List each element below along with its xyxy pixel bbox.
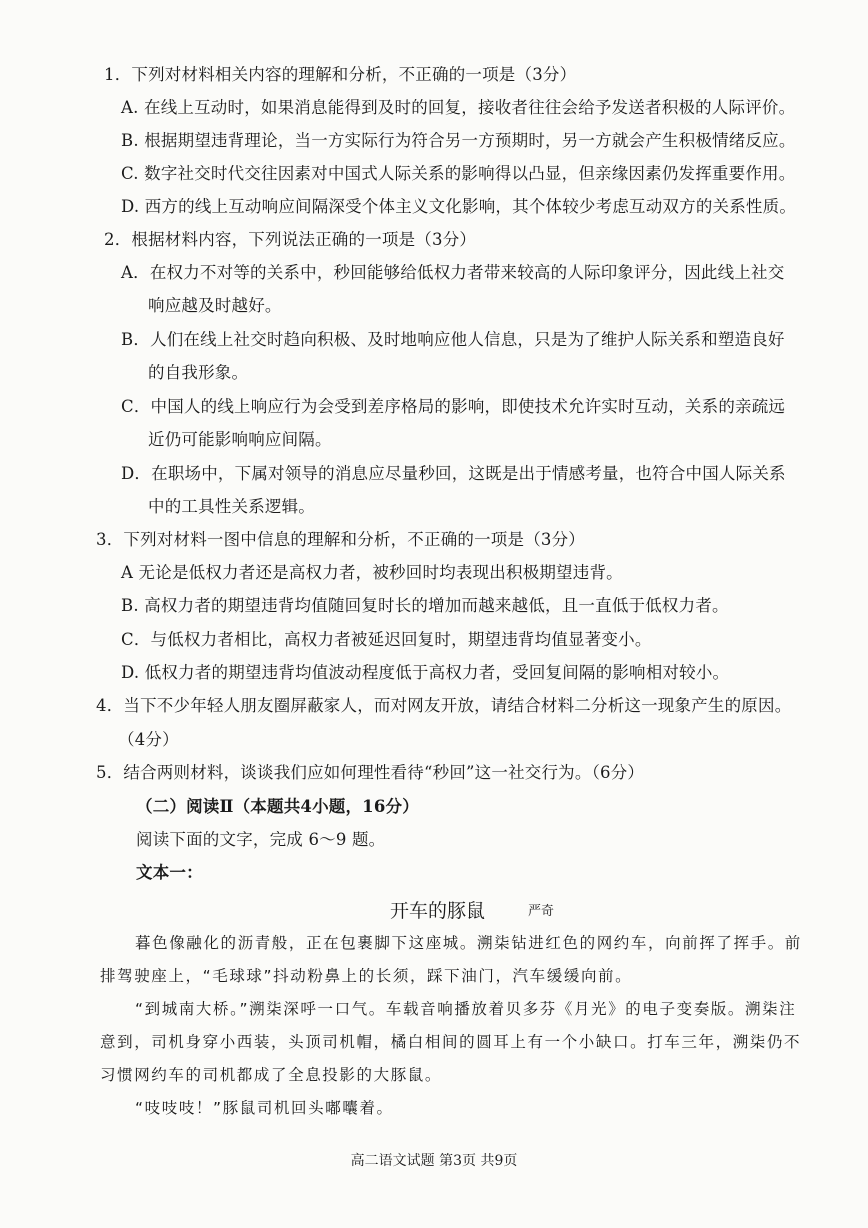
question-2-option-d-cont: 中的工具性关系逻辑。 bbox=[148, 497, 315, 516]
question-5-stem: 5．结合两则材料，谈谈我们应如何理性看待“秒回”这一社交行为。（6分） bbox=[96, 763, 645, 782]
story-author: 严奇 bbox=[528, 904, 555, 919]
question-3-option-c: C．与低权力者相比，高权力者被延迟回复时，期望违背均值显著变小。 bbox=[121, 630, 652, 649]
question-2-option-b: B．人们在线上社交时趋向积极、及时地响应他人信息，只是为了维护人际关系和塑造良好 bbox=[121, 330, 785, 349]
page-footer: 高二语文试题 第3页 共9页 bbox=[350, 1153, 518, 1169]
question-3-option-a: A 无论是低权力者还是高权力者，被秒回时均表现出积极期望违背。 bbox=[121, 563, 623, 582]
story-line: 排驾驶座上，“毛球球”抖动粉鼻上的长须，踩下油门，汽车缓缓向前。 bbox=[100, 967, 633, 985]
question-3-option-b: B. 高权力者的期望违背均值随回复时长的增加而越来越低，且一直低于低权力者。 bbox=[121, 596, 729, 615]
text-one-label: 文本一： bbox=[136, 863, 203, 882]
question-1-option-d: D. 西方的线上互动响应间隔深受个体主义文化影响，其个体较少考虑互动双方的关系性质。 bbox=[121, 197, 797, 216]
story-title: 开车的豚鼠 bbox=[390, 900, 486, 922]
question-2-option-d: D．在职场中，下属对领导的消息应尽量秒回，这既是出于情感考量，也符合中国人际关系 bbox=[121, 464, 786, 483]
question-3-option-d: D. 低权力者的期望违背均值波动程度低于高权力者，受回复间隔的影响相对较小。 bbox=[121, 663, 730, 682]
question-2-option-c-cont: 近仍可能影响响应间隔。 bbox=[148, 430, 332, 449]
question-4-stem: 4．当下不少年轻人朋友圈屏蔽家人，而对网友开放，请结合材料二分析这一现象产生的原因。 bbox=[96, 696, 792, 715]
story-line: 暮色像融化的沥青般，正在包裹脚下这座城。溯柒钻进红色的网约车，向前挥了挥手。前 bbox=[135, 934, 802, 952]
question-4-score: （4分） bbox=[118, 730, 179, 749]
story-line: “到城南大桥。”溯柒深呼一口气。车载音响播放着贝多芬《月光》的电子变奏版。溯柒注 bbox=[135, 1000, 797, 1018]
question-1-option-b: B. 根据期望违背理论，当一方实际行为符合另一方预期时，另一方就会产生积极情绪反应。 bbox=[121, 131, 796, 150]
question-1-option-a: A. 在线上互动时，如果消息能得到及时的回复，接收者往往会给予发送者积极的人际评价。 bbox=[121, 98, 796, 117]
question-2-option-c: C．中国人的线上响应行为会受到差序格局的影响，即使技术允许实时互动，关系的亲疏远 bbox=[121, 397, 786, 416]
story-line: 习惯网约车的司机都成了全息投影的大豚鼠。 bbox=[100, 1066, 443, 1084]
section-instruction: 阅读下面的文字，完成 6～9 题。 bbox=[136, 830, 386, 849]
section-heading: （二）阅读Ⅱ（本题共4小题，16分） bbox=[136, 797, 419, 816]
question-2-option-b-cont: 的自我形象。 bbox=[148, 363, 249, 382]
question-2-stem: 2．根据材料内容，下列说法正确的一项是（3分） bbox=[104, 230, 477, 249]
story-line: 意到，司机身穿小西装，头顶司机帽，橘白相间的圆耳上有一个小缺口。打车三年，溯柒仍不 bbox=[100, 1033, 802, 1051]
question-3-stem: 3．下列对材料一图中信息的理解和分析，不正确的一项是（3分） bbox=[96, 530, 585, 549]
question-2-option-a: A．在权力不对等的关系中，秒回能够给低权力者带来较高的人际印象评分，因此线上社交 bbox=[121, 263, 785, 282]
question-1-stem: 1．下列对材料相关内容的理解和分析，不正确的一项是（3分） bbox=[104, 65, 577, 84]
question-2-option-a-cont: 响应越及时越好。 bbox=[148, 296, 282, 315]
question-1-option-c: C. 数字社交时代交往因素对中国式人际关系的影响得以凸显，但亲缘因素仍发挥重要作用。 bbox=[121, 164, 796, 183]
story-line: “吱吱吱！”豚鼠司机回头嘟囔着。 bbox=[135, 1099, 394, 1117]
